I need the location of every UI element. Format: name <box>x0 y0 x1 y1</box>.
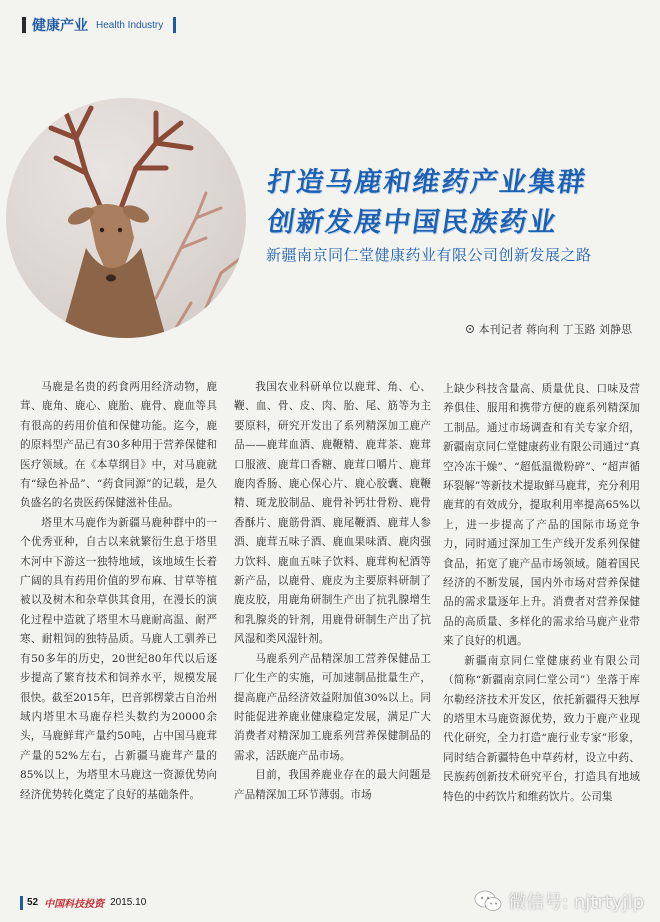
deer-photo <box>6 98 246 338</box>
header-bar <box>173 17 176 33</box>
body-column-1 <box>20 378 217 805</box>
body-column-2 <box>234 378 431 805</box>
body-column-3 <box>443 380 640 807</box>
paragraph: 新疆南京同仁堂健康药业有限公司（简称“新疆南京同仁堂公司”）坐落于库尔勒经济技术开发区，依托新疆得天独厚的塔里木马鹿资源优势，致力于鹿产业现代化研究，全力打造“鹿行业专家”形象，同时结合新疆特色中草药材，设立中药、民族药创新技术研究平台，打造具有地域特色的中药饮片和维药饮片。公司集 <box>443 654 640 803</box>
page-number: 52 <box>27 897 39 908</box>
article-title-line1: 打造马鹿和维药产业集群 <box>265 167 589 198</box>
paragraph: 马鹿系列产品精深加工营养保健品工厂化生产的实施，可加速制品批量生产，提高鹿产品经济效益附加值30%以上。同时能促进养鹿业健康稳定发展，满足广大消费者对精深加工鹿系列营养保健制品的需求，活跃鹿产品市场。 <box>234 652 431 762</box>
paragraph: 我国农业科研单位以鹿茸、角、心、鞭、血、骨、皮、肉、胎、尾、筋等为主要原料，研究开发出了系列精深加工鹿产品——鹿茸血酒、鹿鞭精、鹿茸茶、鹿茸口服液、鹿茸口香糖、鹿茸口嚼片、鹿茸鹿肉香肠、鹿心保心片、鹿心胶囊、鹿鞭精、斑龙胶制品、鹿骨补钙壮骨粉、鹿骨香酥片、鹿筋骨酒、鹿尾鞭酒、鹿茸人参酒、鹿茸五味子酒、鹿血果味酒、鹿肉强力饮料、鹿血五味子饮料、鹿茸枸杞酒等新产品，以鹿骨、鹿皮为主要原料研制了鹿皮胶，用鹿角研制生产出了抗乳腺增生和乳腺炎的针剂，用鹿骨研制生产出了抗风湿和类风湿针剂。 <box>234 381 431 646</box>
byline-authors: 本刊记者 蒋向利 丁玉路 刘静思 <box>478 323 632 336</box>
section-header <box>22 14 176 36</box>
section-title-cn: 健康产业 <box>32 18 88 34</box>
paragraph: 目前，我国养鹿业存在的最大问题是产品精深加工环节薄弱。市场 <box>234 769 431 801</box>
wechat-icon <box>474 890 502 912</box>
article-subtitle: 新疆南京同仁堂健康药业有限公司创新发展之路 <box>266 246 592 264</box>
header-bracket <box>22 17 26 33</box>
deer-illustration <box>6 98 246 338</box>
article-title-line2: 创新发展中国民族药业 <box>265 207 560 238</box>
magazine-name: 中国科技投资 <box>44 899 105 910</box>
footer-bar <box>20 896 23 910</box>
section-title-en: Health Industry <box>96 19 164 31</box>
paragraph: 马鹿是名贵的药食两用经济动物，鹿茸、鹿角、鹿心、鹿胎、鹿骨、鹿血等具有很高的药用价值和保健功能。迄今，鹿的原料型产品已有30多种用于营养保健和医疗领域。在《本草纲目》中，对马鹿就有“绿色补品”、“药食同源”的记载，是久负盛名的名贵医药保健滋补佳品。 <box>20 381 217 510</box>
byline <box>466 321 633 337</box>
byline-bullet-icon <box>466 325 474 333</box>
wechat-watermark <box>474 888 644 914</box>
paragraph-continued: 上缺少科技含量高、质量优良、口味及营养俱佳、服用和携带方便的鹿系列精深加工制品。通过市场调查和有关专家介绍，新疆南京同仁堂健康药业有限公司通过“真空冷冻干燥”、“超低温微粉碎”、“超声循环裂解”等新技术提取鲜马鹿茸，充分利用鹿茸的有效成分，提取利用率提高65%以上，进一步提高了产品的国际市场竞争力，同时通过深加工生产线开发系列保健食品，拓宽了鹿产品市场领域。随着国民经济的不断发展，国内外市场对营养保健品的需求量逐年上升。消费者对营养保健品的高质量、多样化的需求给马鹿产业带来了良好的机遇。 <box>443 383 640 648</box>
watermark-text: 微信号: njtrtyjlp <box>508 892 644 913</box>
page-footer <box>20 895 146 910</box>
paragraph: 塔里木马鹿作为新疆马鹿种群中的一个优秀亚种，自古以来就繁衍生息于塔里木河中下游这一独特地域，该地域生长着广阔的具有药用价值的罗布麻、甘草等植被以及树木和杂草供其食用，在漫长的演化过程中造就了塔里木马鹿耐高温、耐严寒、耐粗饲的独特品质。马鹿人工驯养已有50多年的历史，20世纪80年代以后逐步提高了繁育技术和饲养水平，规模发展很快。截至2015年，巴音郭楞蒙古自治州域内塔里木马鹿存栏头数约为20000余头，马鹿鲜茸产量约50吨，占中国马鹿茸产量的52%左右，占新疆马鹿茸产量的85%以上，为塔里木马鹿这一资源优势向经济优势转化奠定了良好的基础条件。 <box>20 516 217 801</box>
issue-date: 2015.10 <box>110 897 147 908</box>
